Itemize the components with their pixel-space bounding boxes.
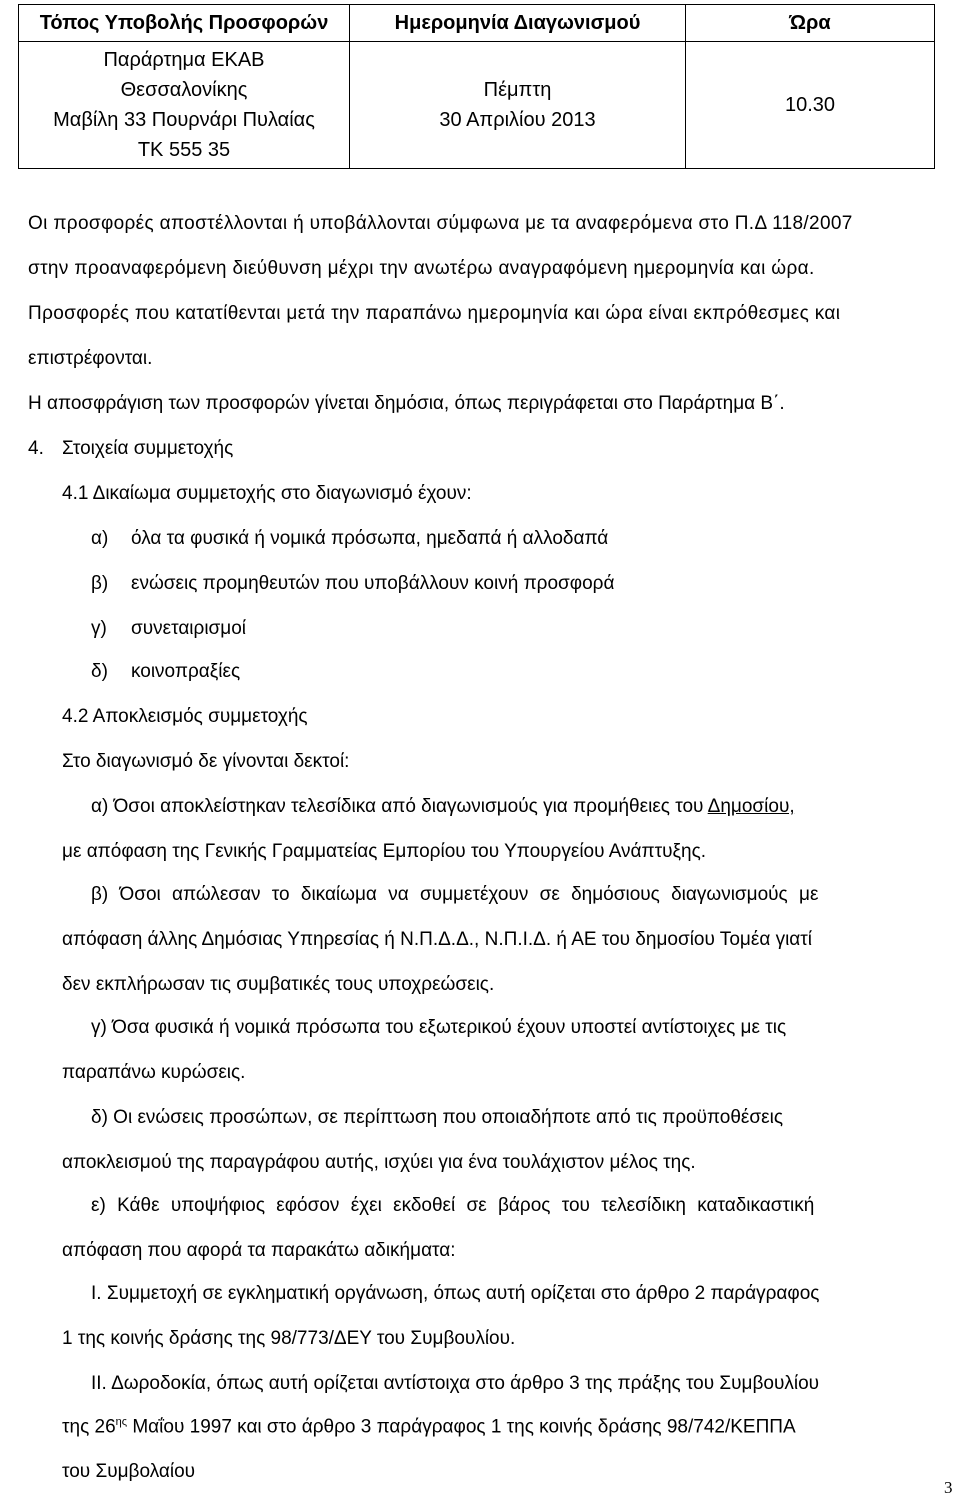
paragraph-line: του Συμβολαίου — [62, 1461, 196, 1482]
list-item: συνεταιρισμοί — [131, 618, 247, 639]
paragraph-line: δεν εκπλήρωσαν τις συμβατικές τους υποχρεώσεις. — [62, 974, 495, 995]
list-marker: α) — [91, 528, 109, 549]
place-line: Παράρτημα ΕΚΑΒ — [103, 49, 265, 71]
cell-date — [350, 42, 686, 169]
paragraph-line: γ) Όσα φυσικά ή νομικά πρόσωπα του εξωτερικού έχουν υποστεί αντίστοιχες με τις — [91, 1017, 787, 1038]
paragraph-line: παραπάνω κυρώσεις. — [62, 1062, 246, 1083]
paragraph-line: Ι. Συμμετοχή σε εγκληματική οργάνωση, όπως αυτή ορίζεται στο άρθρο 2 παράγραφος — [91, 1283, 820, 1304]
paragraph-line: με απόφαση της Γενικής Γραμματείας Εμπορίου του Υπουργείου Ανάπτυξης. — [62, 841, 707, 862]
subsection-heading: 4.2 Αποκλεισμός συμμετοχής — [62, 706, 308, 727]
list-marker: β) — [91, 573, 109, 594]
paragraph-line: δ) Οι ενώσεις προσώπων, σε περίπτωση που οποιαδήποτε από τις προϋποθέσεις — [91, 1107, 783, 1128]
submission-table — [18, 4, 935, 169]
header-time: Ώρα — [686, 5, 935, 42]
paragraph-line: στην προαναφερόμενη διεύθυνση μέχρι την ανωτέρω αναγραφόμενη ημερομηνία και ώρα. — [28, 258, 815, 279]
date-text: της 26 — [62, 1416, 116, 1438]
paragraph-line: Οι προσφορές αποστέλλονται ή υποβάλλονται σύμφωνα με τα αναφερόμενα στο Π.Δ 118/2007 — [28, 213, 853, 234]
section-heading: Στοιχεία συμμετοχής — [62, 438, 234, 459]
cell-place — [19, 42, 350, 169]
paragraph-line: Στο διαγωνισμό δε γίνονται δεκτοί: — [62, 751, 350, 772]
paragraph-line: επιστρέφονται. — [28, 348, 153, 369]
paragraph-line: ΙΙ. Δωροδοκία, όπως αυτή ορίζεται αντίστοιχα στο άρθρο 3 της πράξης του Συμβουλίου — [91, 1373, 820, 1394]
table-header-row — [19, 5, 935, 42]
list-item: όλα τα φυσικά ή νομικά πρόσωπα, ημεδαπά ή αλλοδαπά — [131, 528, 609, 549]
paragraph-text: Μαΐου 1997 και στο άρθρο 3 παράγραφος 1 της κοινής δράσης 98/742/ΚΕΠΠΑ — [127, 1416, 796, 1438]
exclusion-text: α) Όσοι αποκλείστηκαν τελεσίδικα από διαγωνισμούς για προμήθειες του — [91, 796, 708, 817]
paragraph-line: απόφαση που αφορά τα παρακάτω αδικήματα: — [62, 1240, 456, 1261]
place-line: Θεσσαλονίκης — [120, 79, 248, 101]
header-place: Τόπος Υποβολής Προσφορών — [19, 5, 350, 42]
paragraph-line: αποκλεισμού της παραγράφου αυτής, ισχύει για ένα τουλάχιστον μέλος της. — [62, 1152, 696, 1173]
section-number: 4. — [28, 438, 44, 459]
paragraph-line: Η αποσφράγιση των προσφορών γίνεται δημόσια, όπως περιγράφεται στο Παράρτημα Β΄. — [28, 393, 785, 414]
date-weekday: Πέμπτη — [483, 79, 552, 101]
subsection-heading: 4.1 Δικαίωμα συμμετοχής στο διαγωνισμό έχουν: — [62, 483, 472, 504]
list-marker: γ) — [91, 618, 107, 639]
table-row — [19, 42, 935, 169]
underlined-text: Δημοσίου, — [707, 796, 795, 817]
list-marker: δ) — [91, 661, 108, 682]
cell-time: 10.30 — [686, 42, 935, 169]
list-item: κοινοπραξίες — [131, 661, 241, 682]
page-number: 3 — [944, 1478, 953, 1497]
paragraph-line: ε) Κάθε υποψήφιος εφόσον έχει εκδοθεί σε βάρος του τελεσίδικη καταδικαστική — [91, 1195, 815, 1216]
place-line: ΤΚ 555 35 — [137, 139, 231, 161]
paragraph-line: απόφαση άλλης Δημόσιας Υπηρεσίας ή Ν.Π.Δ.Δ., Ν.Π.Ι.Δ. ή ΑΕ του δημοσίου Τομέα γιατί — [62, 929, 813, 950]
exclusion-item — [91, 796, 795, 818]
date-value: 30 Απριλίου 2013 — [439, 109, 596, 131]
paragraph-line: β) Όσοι απώλεσαν το δικαίωμα να συμμετέχουν σε δημόσιους διαγωνισμούς με — [91, 884, 819, 905]
list-item: ενώσεις προμηθευτών που υποβάλλουν κοινή προσφορά — [131, 573, 615, 594]
ordinal-suffix: ης — [115, 1416, 128, 1428]
place-line: Μαβίλη 33 Πουρνάρι Πυλαίας — [53, 109, 315, 131]
header-date: Ημερομηνία Διαγωνισμού — [350, 5, 686, 42]
paragraph-line: Προσφορές που κατατίθενται μετά την παραπάνω ημερομηνία και ώρα είναι εκπρόθεσμες και — [28, 303, 841, 324]
paragraph-line: 1 της κοινής δράσης της 98/773/ΔΕΥ του Συμβουλίου. — [62, 1328, 516, 1349]
paragraph-line — [62, 1416, 796, 1438]
